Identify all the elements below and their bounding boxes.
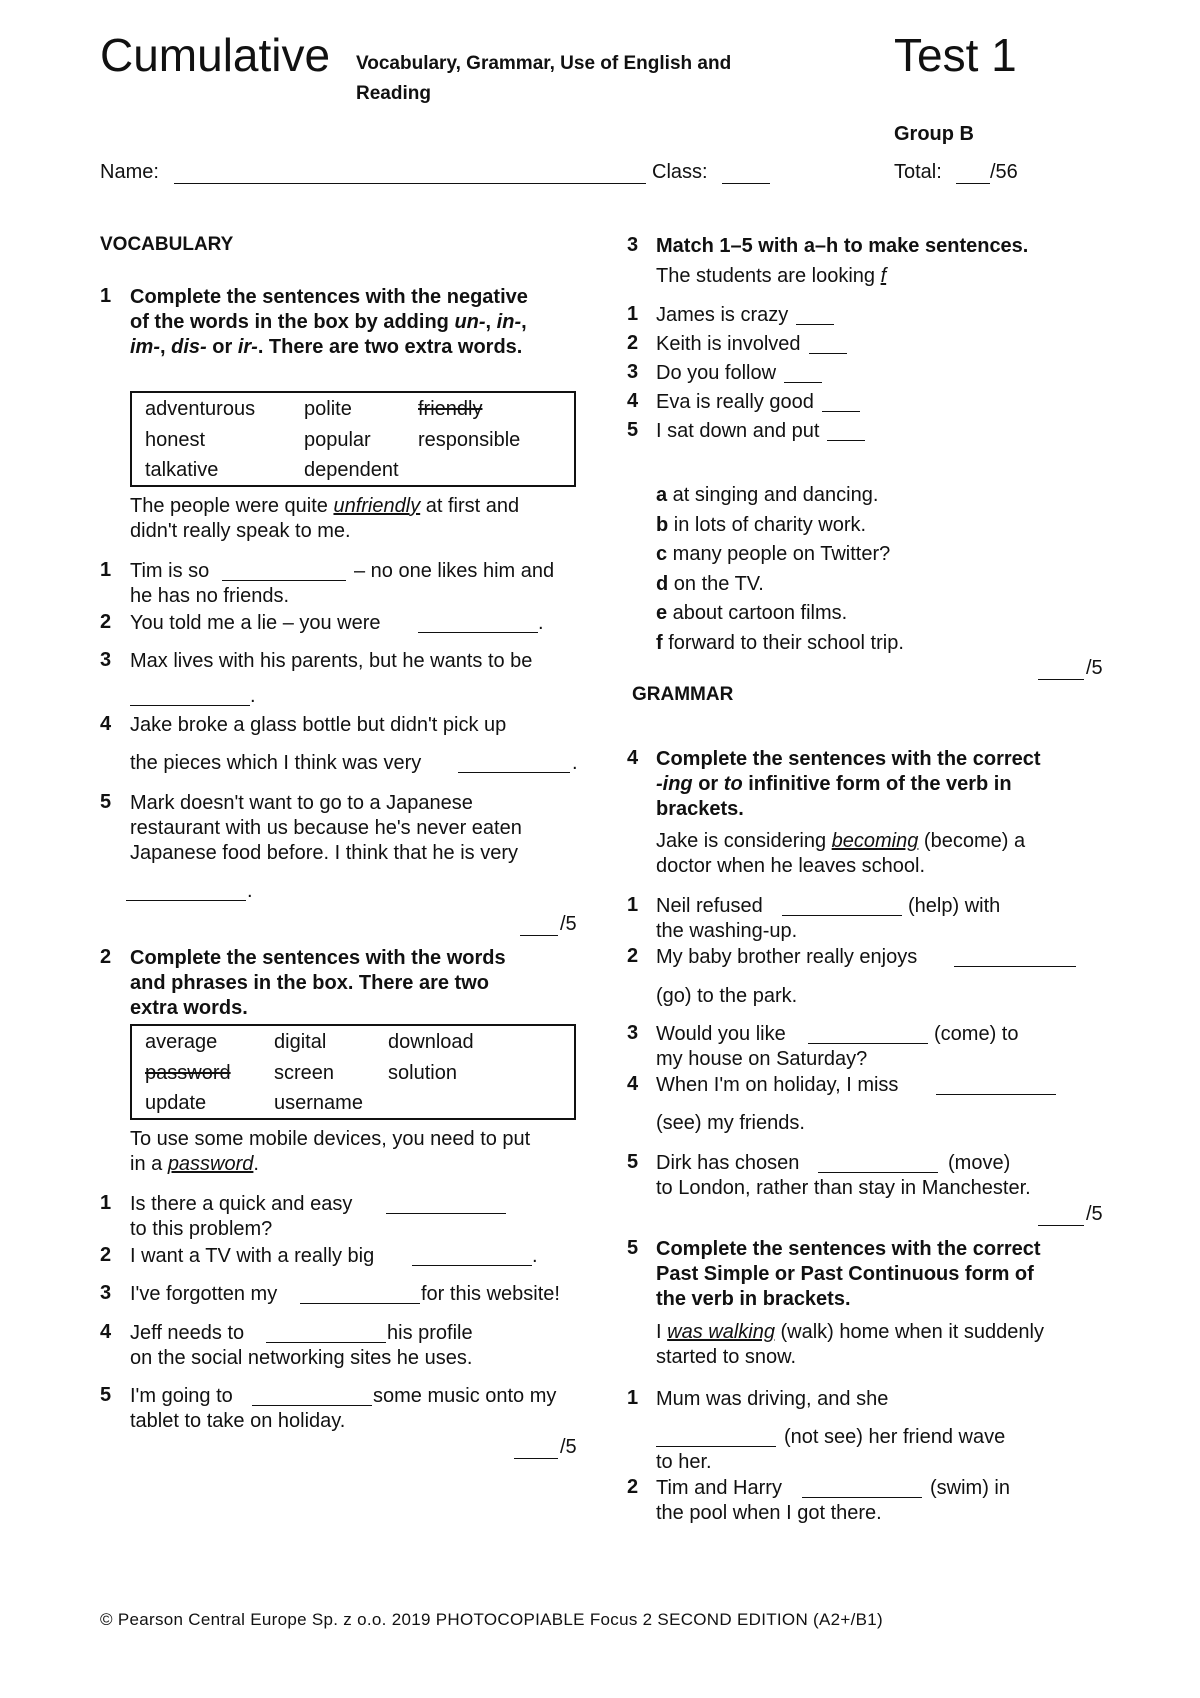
item-text: for this website! [421,1283,560,1305]
word-box-item: download [388,1031,474,1053]
item-text: Max lives with his parents, but he wants to be [130,650,533,672]
item-text: Would you like [656,1023,786,1045]
word-box [130,1024,576,1120]
item-text: (help) with [908,895,1001,917]
option-letter: c [656,543,668,565]
item-text: to her. [656,1451,712,1473]
section-heading-grammar: GRAMMAR [632,684,734,705]
item-text: Neil refused [656,895,763,917]
score-blank[interactable] [520,935,558,936]
item-text: . [572,752,578,774]
item-number: 1 [100,559,112,581]
answer-blank[interactable] [130,705,250,706]
option-text: about cartoon films. [667,602,848,624]
example-sentence: Jake is considering becoming (become) a doctor when he leaves school. [656,830,1026,877]
word-box-item: honest [145,429,206,451]
item-number: 1 [627,1387,639,1409]
item-number: 5 [100,791,112,813]
item-number: 4 [627,390,639,412]
item-text: Mum was driving, and she [656,1388,889,1410]
item-text: Japanese food before. I think that he is very [130,842,519,864]
option-letter: d [656,572,669,595]
item-number: 2 [627,332,639,354]
item-text: some music onto my [373,1385,557,1407]
item-text: I'm going to [130,1385,233,1407]
item-number: 2 [627,1476,639,1498]
option-item [656,572,764,597]
item-number: 2 [100,1244,112,1266]
score-blank[interactable] [514,1458,558,1459]
item-number: 2 [627,945,639,967]
item-text: Mark doesn't want to go to a Japanese [130,792,473,814]
item-text: to this problem? [130,1218,273,1240]
exercise-number: 3 [627,234,639,256]
item-text: . [532,1245,538,1267]
exercise-number: 4 [627,747,639,769]
item-text: Do you follow [656,362,777,384]
option-item [656,631,904,656]
item-text: Tim and Harry [656,1477,782,1499]
score-blank[interactable] [1038,679,1084,680]
exercise-4-instructions: Complete the sentences with the correct -ing or to infinitive form of the verb in brackets. [656,748,1041,820]
item-text: Jake broke a glass bottle but didn't pick up [130,714,507,736]
answer-blank[interactable] [222,580,346,581]
item-text: Keith is involved [656,333,801,355]
item-number: 4 [100,1321,112,1343]
option-letter: b [656,513,669,536]
option-item [656,483,878,508]
item-text: on the social networking sites he uses. [130,1347,473,1369]
exercise-5-instructions: Complete the sentences with the correct Past Simple or Past Continuous form of the verb in brackets. [656,1238,1041,1310]
item-text: I sat down and put [656,420,820,442]
item-number: 3 [627,361,639,383]
class-field[interactable] [722,183,770,184]
answer-blank[interactable] [827,440,865,441]
option-text: at singing and dancing. [667,484,879,506]
answer-blank[interactable] [802,1497,922,1498]
item-text: – no one likes him and [354,560,555,582]
exercise-score: /5 [560,913,577,935]
answer-blank[interactable] [458,772,570,773]
exercise-2-instructions: Complete the sentences with the words and phrases in the box. There are two extra words. [130,947,506,1019]
item-text: Jeff needs to [130,1322,245,1344]
word-box-item: popular [304,429,371,451]
item-text: to London, rather than stay in Manchester. [656,1177,1031,1199]
option-text: on the TV. [668,572,764,595]
item-text: his profile [387,1322,473,1344]
item-number: 5 [627,419,639,441]
option-letter: f [656,631,663,654]
exercise-number: 5 [627,1237,639,1259]
exercise-number: 1 [100,285,112,307]
word-box-item: screen [274,1062,335,1084]
option-item [656,513,866,538]
item-text: (move) [948,1152,1011,1174]
item-text: Eva is really good [656,391,814,413]
item-text: restaurant with us because he's never eaten [130,817,522,839]
answer-blank[interactable] [809,353,847,354]
word-box-item: talkative [145,459,219,481]
option-item [656,601,847,626]
word-box-item: average [145,1031,218,1053]
answer-blank[interactable] [954,966,1076,967]
item-number: 4 [627,1073,639,1095]
answer-blank[interactable] [126,900,246,901]
answer-blank[interactable] [656,1446,776,1447]
item-text: James is crazy [656,304,789,326]
item-number: 3 [100,1282,112,1304]
option-text: in lots of charity work. [668,513,867,536]
footer-copyright: © Pearson Central Europe Sp. z o.o. 2019 PHOTOCOPIABLE Focus 2 SECOND EDITION (A2+/B1) [100,1610,884,1629]
word-box [130,391,576,487]
item-text: Is there a quick and easy [130,1193,353,1215]
item-text: (see) my friends. [656,1112,805,1134]
option-letter: a [656,484,668,506]
word-box-item: update [145,1092,207,1114]
answer-blank[interactable] [818,1172,938,1173]
item-text: (come) to [934,1023,1019,1045]
example-sentence: To use some mobile devices, you need to put in a password. [130,1128,531,1175]
item-number: 3 [100,649,112,671]
total-score-field[interactable] [956,183,990,184]
example-sentence: The people were quite unfriendly at first and didn't really speak to me. [130,495,520,542]
worksheet-subtitle-2: Reading [356,83,431,104]
item-text: . [538,612,544,634]
answer-blank[interactable] [796,324,834,325]
exercise-1-instructions: Complete the sentences with the negative of the words in the box by adding un-, in-, im-, dis- or ir-. There are two extra words. [130,286,528,358]
exercise-score: /5 [1086,657,1103,679]
section-heading-vocabulary: VOCABULARY [100,234,234,255]
exercise-score: /5 [1086,1203,1103,1225]
group-label: Group B [894,123,974,145]
word-box-item: username [274,1092,363,1114]
item-text: . [247,880,253,902]
name-field[interactable] [174,183,646,184]
answer-blank[interactable] [936,1094,1056,1095]
option-letter: e [656,602,668,624]
item-text: . [250,685,256,707]
item-text: (swim) in [930,1477,1010,1499]
example-sentence: I was walking (walk) home when it suddenly started to snow. [656,1321,1044,1368]
item-number: 3 [627,1022,639,1044]
item-text: the washing-up. [656,920,798,942]
word-box-item: polite [304,398,352,420]
word-box-item: digital [274,1031,327,1053]
exercise-3-instructions: Match 1–5 with a–h to make sentences. [656,235,1029,257]
answer-blank[interactable] [252,1405,372,1406]
item-text: Tim is so [130,560,210,582]
exercise-score: /5 [560,1436,577,1458]
score-blank[interactable] [1038,1225,1084,1226]
word-box-item: responsible [418,429,521,451]
item-text: he has no friends. [130,585,289,607]
answer-blank[interactable] [808,1043,928,1044]
answer-blank[interactable] [386,1213,506,1214]
option-text: many people on Twitter? [667,543,891,565]
word-box-item: dependent [304,459,399,481]
item-text: Dirk has chosen [656,1152,800,1174]
word-box-item-example: password [145,1062,231,1084]
item-text: (not see) her friend wave [784,1426,1006,1448]
item-number: 5 [100,1384,112,1406]
item-text: (go) to the park. [656,985,798,1007]
item-text: I want a TV with a really big [130,1245,375,1267]
item-number: 5 [627,1151,639,1173]
worksheet-subtitle: Vocabulary, Grammar, Use of English and [356,53,732,74]
item-text: tablet to take on holiday. [130,1410,346,1432]
item-text: When I'm on holiday, I miss [656,1074,899,1096]
item-number: 4 [100,713,112,735]
item-number: 2 [100,611,112,633]
item-text: My baby brother really enjoys [656,946,918,968]
item-text: the pool when I got there. [656,1502,882,1524]
word-box-item: solution [388,1062,457,1084]
answer-blank[interactable] [300,1303,420,1304]
item-number: 1 [627,303,639,325]
item-text: You told me a lie – you were [130,612,381,634]
exercise-number: 2 [100,946,112,968]
item-number: 1 [627,894,639,916]
answer-blank[interactable] [412,1265,532,1266]
name-label: Name: [100,161,159,183]
example-sentence: The students are looking f [656,265,887,287]
option-item [656,542,890,567]
answer-blank[interactable] [418,632,538,633]
total-label: Total: [894,161,942,183]
answer-blank[interactable] [784,382,822,383]
answer-blank[interactable] [782,915,902,916]
item-text: I've forgotten my [130,1283,278,1305]
answer-blank[interactable] [266,1342,386,1343]
option-text: forward to their school trip. [662,631,904,654]
item-text: the pieces which I think was very [130,752,422,774]
total-max: /56 [990,161,1018,183]
item-number: 1 [100,1192,112,1214]
class-label: Class: [652,161,708,183]
word-box-item: adventurous [145,398,256,420]
worksheet-title: Cumulative [100,29,331,81]
answer-blank[interactable] [822,411,860,412]
test-number: Test 1 [894,29,1017,81]
item-text: my house on Saturday? [656,1048,868,1070]
word-box-item-example: friendly [418,398,483,420]
